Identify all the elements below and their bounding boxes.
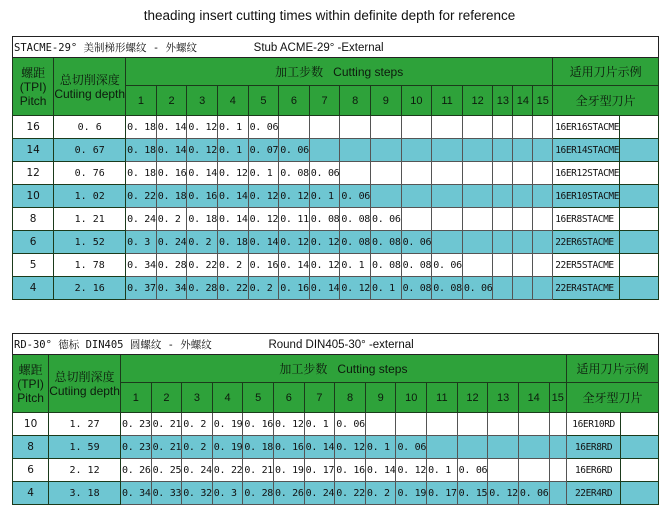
empty-cell [620, 208, 659, 231]
step-cell: 0. 08 [340, 208, 371, 231]
step-cell [549, 459, 566, 482]
step-cell: 0. 06 [248, 116, 279, 139]
step-cell [533, 231, 553, 254]
step-cell: 0. 2 [248, 277, 279, 300]
empty-cell [621, 459, 659, 482]
step-cell [457, 413, 488, 436]
step-cell [493, 231, 513, 254]
rd-din405-cutting-table [12, 333, 659, 505]
step-cell: 0. 14 [156, 116, 187, 139]
step-cell [513, 162, 533, 185]
depth-header-en: Cutiing depth [49, 383, 120, 398]
step-number-header: 1 [120, 383, 151, 413]
step-cell: 0. 16 [335, 459, 366, 482]
depth-header-cn: 总切削深度 [54, 369, 115, 384]
depth-header [49, 355, 121, 413]
step-cell [549, 413, 566, 436]
step-cell [365, 413, 396, 436]
step-cell [518, 413, 549, 436]
step-cell: 0. 08 [371, 231, 402, 254]
step-number-header: 9 [371, 86, 402, 116]
step-cell: 0. 19 [212, 413, 243, 436]
depth-header [54, 58, 126, 116]
step-cell: 0. 26 [274, 482, 305, 505]
step-cell [493, 208, 513, 231]
step-cell: 0. 24 [304, 482, 335, 505]
step-cell: 0. 1 [217, 139, 248, 162]
step-cell [432, 231, 463, 254]
caption-en: Stub ACME-29° -External [253, 41, 384, 54]
step-cell: 0. 11 [279, 208, 310, 231]
step-cell: 0. 22 [217, 277, 248, 300]
step-cell: 0. 19 [274, 459, 305, 482]
step-cell: 0. 06 [432, 254, 463, 277]
step-cell: 0. 24 [126, 208, 157, 231]
depth-cell: 3. 18 [49, 482, 121, 505]
step-cell [432, 208, 463, 231]
step-cell [462, 139, 493, 162]
empty-cell [621, 413, 659, 436]
step-number-header: 5 [248, 86, 279, 116]
step-cell: 0. 16 [156, 162, 187, 185]
step-cell [549, 436, 566, 459]
step-number-header: 7 [309, 86, 340, 116]
step-cell: 0. 18 [126, 139, 157, 162]
step-cell: 0. 06 [462, 277, 493, 300]
step-number-header: 8 [340, 86, 371, 116]
step-cell [493, 162, 513, 185]
step-cell: 0. 16 [274, 436, 305, 459]
pitch-cell: 16 [13, 116, 54, 139]
table-row [13, 413, 659, 436]
pitch-header-cn: 螺距 [18, 362, 43, 377]
step-cell [493, 185, 513, 208]
step-cell [513, 254, 533, 277]
step-cell: 0. 19 [212, 436, 243, 459]
step-cell [432, 116, 463, 139]
step-number-header: 3 [187, 86, 218, 116]
step-cell: 0. 18 [243, 436, 274, 459]
step-cell: 0. 06 [457, 459, 488, 482]
depth-cell: 1. 27 [49, 413, 121, 436]
step-cell: 0. 18 [187, 208, 218, 231]
step-cell: 0. 34 [156, 277, 187, 300]
step-cell: 0. 24 [156, 231, 187, 254]
depth-cell: 1. 59 [49, 436, 121, 459]
depth-cell: 0. 76 [54, 162, 126, 185]
step-cell [462, 185, 493, 208]
pitch-cell: 10 [13, 413, 49, 436]
step-cell [493, 277, 513, 300]
step-cell [549, 482, 566, 505]
step-number-header: 11 [427, 383, 458, 413]
step-cell: 0. 34 [120, 482, 151, 505]
step-cell: 0. 34 [126, 254, 157, 277]
step-cell [493, 254, 513, 277]
step-cell [493, 116, 513, 139]
step-cell: 0. 12 [274, 413, 305, 436]
step-cell: 0. 22 [187, 254, 218, 277]
step-cell [401, 185, 432, 208]
insert-cell: 16ER14STACME [553, 139, 620, 162]
document-title: theading insert cutting times within definite depth for reference [143, 8, 516, 23]
table-row [13, 459, 659, 482]
step-cell: 0. 14 [304, 436, 335, 459]
insert-example-header: 适用刀片示例 [566, 355, 658, 383]
depth-cell: 2. 16 [54, 277, 126, 300]
pitch-cell: 5 [13, 254, 54, 277]
step-cell [427, 436, 458, 459]
step-cell: 0. 18 [126, 116, 157, 139]
step-cell [432, 185, 463, 208]
pitch-cell: 12 [13, 162, 54, 185]
step-number-header: 15 [533, 86, 553, 116]
table-row [13, 208, 659, 231]
step-cell [432, 162, 463, 185]
step-cell: 0. 12 [248, 185, 279, 208]
step-cell [513, 139, 533, 162]
step-cell [371, 185, 402, 208]
depth-cell: 2. 12 [49, 459, 121, 482]
step-cell [533, 162, 553, 185]
step-cell [279, 116, 310, 139]
step-cell [457, 436, 488, 459]
pitch-cell: 4 [13, 277, 54, 300]
table-caption [13, 37, 659, 58]
step-cell: 0. 12 [279, 231, 310, 254]
pitch-header-cn: 螺距 [21, 65, 46, 80]
caption-en: Round DIN405-30° -external [268, 338, 414, 351]
insert-cell: 16ER8STACME [553, 208, 620, 231]
step-number-header: 9 [365, 383, 396, 413]
step-cell [371, 116, 402, 139]
step-cell [513, 208, 533, 231]
step-cell: 0. 06 [335, 413, 366, 436]
step-number-header: 8 [335, 383, 366, 413]
step-cell: 0. 1 [304, 413, 335, 436]
step-number-header: 11 [432, 86, 463, 116]
step-cell: 0. 1 [365, 436, 396, 459]
step-cell: 0. 06 [340, 185, 371, 208]
step-cell: 0. 15 [457, 482, 488, 505]
step-cell [401, 162, 432, 185]
step-number-header: 4 [217, 86, 248, 116]
step-cell: 0. 25 [151, 459, 182, 482]
step-cell [533, 116, 553, 139]
step-cell [401, 116, 432, 139]
step-cell [488, 436, 519, 459]
step-cell: 0. 16 [248, 254, 279, 277]
step-cell: 0. 14 [156, 139, 187, 162]
step-number-header: 1 [126, 86, 157, 116]
step-cell: 0. 33 [151, 482, 182, 505]
pitch-cell: 4 [13, 482, 49, 505]
insert-cell: 16ER6RD [566, 459, 620, 482]
step-cell: 0. 26 [120, 459, 151, 482]
step-cell: 0. 14 [217, 208, 248, 231]
step-cell: 0. 12 [279, 185, 310, 208]
table-row [13, 231, 659, 254]
step-cell [401, 139, 432, 162]
insert-cell: 16ER10RD [566, 413, 620, 436]
step-cell: 0. 1 [309, 185, 340, 208]
step-cell: 0. 19 [396, 482, 427, 505]
step-cell [309, 116, 340, 139]
step-cell [513, 185, 533, 208]
step-cell: 0. 1 [217, 116, 248, 139]
step-cell [533, 185, 553, 208]
step-cell: 0. 12 [488, 482, 519, 505]
table-row [13, 185, 659, 208]
step-cell: 0. 12 [340, 277, 371, 300]
depth-header-cn: 总切削深度 [59, 72, 120, 87]
step-cell [401, 208, 432, 231]
step-cell: 0. 12 [309, 231, 340, 254]
table-row [13, 116, 659, 139]
step-cell: 0. 12 [187, 139, 218, 162]
step-cell: 0. 18 [126, 162, 157, 185]
insert-cell: 22ER4RD [566, 482, 620, 505]
step-cell: 0. 08 [309, 208, 340, 231]
step-number-header: 6 [274, 383, 305, 413]
step-cell: 0. 17 [304, 459, 335, 482]
step-cell [462, 162, 493, 185]
table-caption [13, 334, 659, 355]
table-row [13, 162, 659, 185]
step-cell: 0. 28 [156, 254, 187, 277]
cutting-steps-header: 加工步数 Cutting steps [126, 58, 553, 86]
step-number-header: 13 [493, 86, 513, 116]
step-cell: 0. 21 [151, 436, 182, 459]
pitch-header-en: Pitch [19, 93, 47, 108]
step-cell: 0. 08 [401, 254, 432, 277]
step-cell: 0. 12 [309, 254, 340, 277]
insert-cell: 22ER4STACME [553, 277, 620, 300]
pitch-cell: 14 [13, 139, 54, 162]
step-cell: 0. 12 [248, 208, 279, 231]
step-cell: 0. 14 [248, 231, 279, 254]
step-cell: 0. 16 [243, 413, 274, 436]
empty-cell [620, 231, 659, 254]
step-cell [340, 162, 371, 185]
insert-type-header: 全牙型刀片 [566, 383, 658, 413]
step-cell: 0. 06 [309, 162, 340, 185]
step-cell [513, 277, 533, 300]
empty-cell [620, 254, 659, 277]
step-number-header: 3 [182, 383, 213, 413]
step-cell: 0. 23 [120, 413, 151, 436]
step-cell: 0. 08 [340, 231, 371, 254]
step-cell [488, 459, 519, 482]
step-cell [513, 116, 533, 139]
step-cell: 0. 16 [279, 277, 310, 300]
step-cell: 0. 17 [427, 482, 458, 505]
step-cell: 0. 2 [217, 254, 248, 277]
step-number-header: 2 [151, 383, 182, 413]
step-number-header: 7 [304, 383, 335, 413]
pitch-header-en: Pitch [17, 390, 44, 405]
depth-header-en: Cutiing depth [54, 86, 126, 101]
pitch-header-tpi: (TPI) [17, 376, 44, 391]
step-cell: 0. 21 [243, 459, 274, 482]
empty-cell [620, 139, 659, 162]
caption-cn: RD-30° 德标 DIN405 圆螺纹 - 外螺纹 [14, 338, 212, 351]
caption-cn: STACME-29° 美制梯形螺纹 - 外螺纹 [14, 41, 198, 54]
step-cell: 0. 06 [401, 231, 432, 254]
step-cell: 0. 1 [371, 277, 402, 300]
step-cell: 0. 23 [120, 436, 151, 459]
step-cell [513, 231, 533, 254]
step-cell: 0. 14 [365, 459, 396, 482]
step-cell: 0. 1 [427, 459, 458, 482]
step-number-header: 10 [401, 86, 432, 116]
step-cell [533, 139, 553, 162]
step-number-header: 10 [396, 383, 427, 413]
pitch-cell: 8 [13, 208, 54, 231]
table-row [13, 277, 659, 300]
depth-cell: 1. 78 [54, 254, 126, 277]
insert-type-header: 全牙型刀片 [553, 86, 659, 116]
step-cell: 0. 06 [371, 208, 402, 231]
step-cell [533, 254, 553, 277]
step-cell: 0. 18 [156, 185, 187, 208]
pitch-header-tpi: (TPI) [19, 79, 47, 94]
step-cell: 0. 07 [248, 139, 279, 162]
step-cell: 0. 2 [365, 482, 396, 505]
step-cell: 0. 14 [217, 185, 248, 208]
step-number-header: 2 [156, 86, 187, 116]
step-cell: 0. 12 [396, 459, 427, 482]
table-row [13, 482, 659, 505]
step-cell: 0. 28 [243, 482, 274, 505]
pitch-cell: 6 [13, 459, 49, 482]
step-cell: 0. 2 [182, 413, 213, 436]
step-cell: 0. 12 [217, 162, 248, 185]
insert-example-header: 适用刀片示例 [553, 58, 659, 86]
step-cell: 0. 08 [401, 277, 432, 300]
step-cell [462, 116, 493, 139]
pitch-cell: 10 [13, 185, 54, 208]
pitch-cell: 6 [13, 231, 54, 254]
step-cell [396, 413, 427, 436]
depth-cell: 1. 52 [54, 231, 126, 254]
step-cell: 0. 14 [309, 277, 340, 300]
step-number-header: 14 [518, 383, 549, 413]
table-row [13, 254, 659, 277]
empty-cell [620, 162, 659, 185]
insert-cell: 16ER16STACME [553, 116, 620, 139]
step-number-header: 14 [513, 86, 533, 116]
step-cell: 0. 1 [340, 254, 371, 277]
step-cell: 0. 22 [126, 185, 157, 208]
step-cell: 0. 22 [335, 482, 366, 505]
step-number-header: 15 [549, 383, 566, 413]
empty-cell [621, 482, 659, 505]
step-cell: 0. 06 [518, 482, 549, 505]
step-cell [493, 139, 513, 162]
step-cell [488, 413, 519, 436]
step-cell: 0. 08 [279, 162, 310, 185]
step-cell: 0. 08 [371, 254, 402, 277]
step-cell: 0. 3 [126, 231, 157, 254]
step-cell: 0. 14 [279, 254, 310, 277]
pitch-cell: 8 [13, 436, 49, 459]
depth-cell: 0. 67 [54, 139, 126, 162]
step-number-header: 5 [243, 383, 274, 413]
step-number-header: 4 [212, 383, 243, 413]
pitch-header [13, 58, 54, 116]
step-cell: 0. 2 [182, 436, 213, 459]
step-cell: 0. 37 [126, 277, 157, 300]
insert-cell: 16ER8RD [566, 436, 620, 459]
insert-cell: 16ER12STACME [553, 162, 620, 185]
step-cell: 0. 12 [335, 436, 366, 459]
step-number-header: 12 [462, 86, 493, 116]
step-cell [340, 139, 371, 162]
step-cell [462, 208, 493, 231]
step-cell: 0. 12 [187, 116, 218, 139]
step-cell: 0. 06 [396, 436, 427, 459]
step-cell: 0. 24 [182, 459, 213, 482]
step-cell: 0. 32 [182, 482, 213, 505]
step-cell [371, 162, 402, 185]
step-cell: 0. 2 [156, 208, 187, 231]
pitch-header [13, 355, 49, 413]
step-cell [462, 231, 493, 254]
table-row [13, 436, 659, 459]
step-cell: 0. 1 [248, 162, 279, 185]
step-cell: 0. 3 [212, 482, 243, 505]
step-cell: 0. 21 [151, 413, 182, 436]
insert-cell: 16ER10STACME [553, 185, 620, 208]
step-number-header: 12 [457, 383, 488, 413]
step-cell: 0. 28 [187, 277, 218, 300]
insert-cell: 22ER5STACME [553, 254, 620, 277]
step-cell: 0. 14 [187, 162, 218, 185]
step-cell [533, 277, 553, 300]
step-cell [518, 459, 549, 482]
step-cell [518, 436, 549, 459]
step-cell [427, 413, 458, 436]
step-cell: 0. 2 [187, 231, 218, 254]
cutting-steps-header: 加工步数 Cutting steps [120, 355, 566, 383]
step-cell [371, 139, 402, 162]
depth-cell: 1. 02 [54, 185, 126, 208]
step-cell: 0. 22 [212, 459, 243, 482]
step-cell [533, 208, 553, 231]
depth-cell: 0. 6 [54, 116, 126, 139]
step-cell: 0. 16 [187, 185, 218, 208]
step-number-header: 13 [488, 383, 519, 413]
empty-cell [620, 116, 659, 139]
step-number-header: 6 [279, 86, 310, 116]
empty-cell [621, 436, 659, 459]
table-row [13, 139, 659, 162]
step-cell [432, 139, 463, 162]
step-cell: 0. 06 [279, 139, 310, 162]
depth-cell: 1. 21 [54, 208, 126, 231]
empty-cell [620, 185, 659, 208]
step-cell: 0. 08 [432, 277, 463, 300]
insert-cell: 22ER6STACME [553, 231, 620, 254]
step-cell [309, 139, 340, 162]
step-cell: 0. 18 [217, 231, 248, 254]
step-cell [340, 116, 371, 139]
stacme-cutting-table [12, 36, 659, 300]
empty-cell [620, 277, 659, 300]
step-cell [462, 254, 493, 277]
